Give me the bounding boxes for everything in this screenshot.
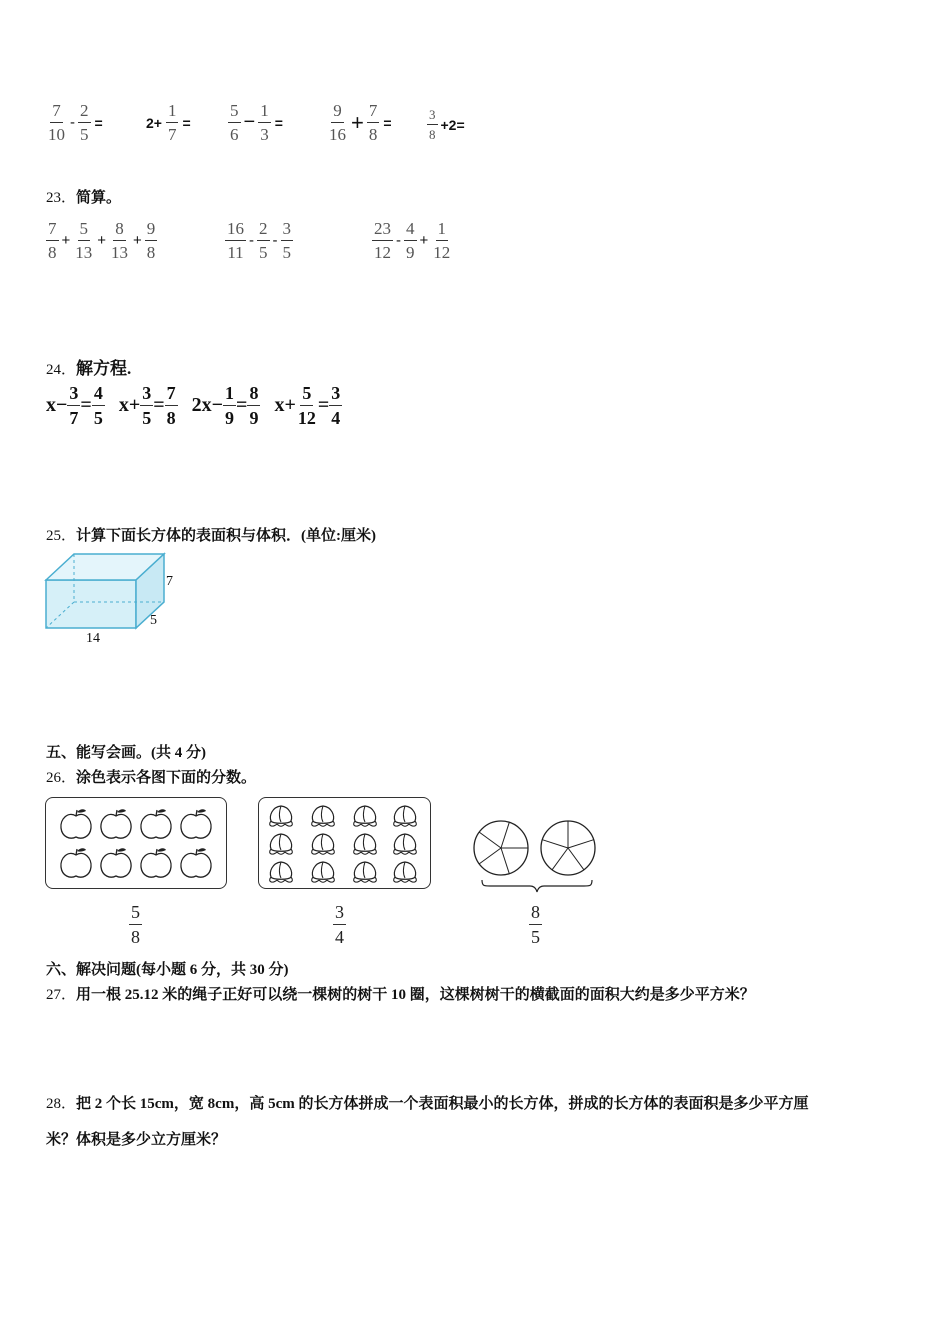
apple-icon	[181, 848, 211, 877]
peach-icon	[394, 862, 417, 882]
cuboid-figure	[40, 548, 200, 652]
expr-row1-2: 2+ $\frac{1}{7}$ =	[146, 101, 191, 144]
peach-icon	[312, 806, 335, 826]
section5-title: 五、能写会画。(共 4 分)	[46, 745, 206, 761]
q24-heading: 24．解方程.	[46, 359, 132, 378]
q23-expr-3: $\frac{23}{12}$ - $\frac{4}{9}$ + $\frac{1}{12}$	[374, 219, 451, 262]
q26-heading: 26．涂色表示各图下面的分数。	[46, 770, 257, 786]
peach-fraction: $\frac{3}{4}$	[335, 902, 344, 947]
apple-icon	[101, 809, 131, 838]
peach-icon	[354, 834, 377, 854]
apple-icon	[141, 809, 171, 838]
height-label: 7	[166, 574, 173, 589]
apple-icon	[141, 848, 171, 877]
peach-icon	[270, 806, 293, 826]
circle-group	[470, 818, 600, 894]
q28-line1: 28．把 2 个长 15cm，宽 8cm，高 5cm 的长方体拼成一个表面积最小的长方体，拼成的长方体的表面积是多少平方厘	[46, 1096, 809, 1112]
peach-grid	[259, 798, 430, 888]
peach-icon	[394, 834, 417, 854]
eq-4: x+ $\frac{5}{12}$ = $\frac{3}{4}$	[274, 383, 341, 428]
peach-icon	[394, 806, 417, 826]
expr-row1-5: $\frac{3}{8}$ +2=	[429, 107, 465, 142]
section6-title: 六、解决问题(每小题 6 分，共 30 分)	[46, 962, 289, 978]
peach-box	[258, 797, 431, 889]
peach-icon	[354, 862, 377, 882]
q23-expr-2: $\frac{16}{11}$ - $\frac{2}{5}$ - $\frac{3}{5}$	[227, 219, 291, 262]
peach-icon	[270, 862, 293, 882]
eq-1: x− $\frac{3}{7}$ = $\frac{4}{5}$	[46, 383, 103, 428]
circle-left	[474, 821, 528, 875]
expr-row1-4: $\frac{9}{16}$ + $\frac{7}{8}$ =	[329, 101, 392, 144]
peach-icon	[354, 806, 377, 826]
apple-icon	[61, 848, 91, 877]
expr-row1-3: $\frac{5}{6}$ − $\frac{1}{3}$ =	[230, 101, 283, 144]
q25-heading: 25．计算下面长方体的表面积与体积．(单位:厘米)	[46, 528, 377, 544]
apple-icon	[61, 809, 91, 838]
circle-fraction: $\frac{8}{5}$	[531, 902, 540, 947]
peach-icon	[312, 834, 335, 854]
apple-box	[45, 797, 227, 889]
length-label: 14	[86, 631, 100, 646]
cuboid-front-face	[46, 580, 136, 628]
q28-line2: 米？体积是多少立方厘米？	[46, 1132, 227, 1148]
expr-row1-1: $\frac{7}{10}$ - $\frac{2}{5}$ =	[48, 101, 103, 144]
q24-equations	[46, 384, 342, 427]
width-label: 5	[150, 613, 157, 628]
apple-fraction: $\frac{5}{8}$	[131, 902, 140, 947]
circle-right	[541, 821, 595, 875]
brace	[482, 880, 592, 892]
apple-grid	[46, 798, 226, 888]
eq-3: 2x− $\frac{1}{9}$ = $\frac{8}{9}$	[191, 383, 259, 428]
peach-icon	[270, 834, 293, 854]
q27-text: 27．用一根 25.12 米的绳子正好可以绕一棵树的树干 10 圈，这棵树树干的横截面的面积大约是多少平方米？	[46, 987, 755, 1003]
peach-icon	[312, 862, 335, 882]
apple-icon	[181, 809, 211, 838]
apple-icon	[101, 848, 131, 877]
q23-expr-1: $\frac{7}{8}$ + $\frac{5}{13}$ + $\frac{8}{13}$ + $\frac{9}{8}$	[48, 219, 156, 262]
eq-2: x+ $\frac{3}{5}$ = $\frac{7}{8}$	[118, 383, 176, 428]
q23-heading: 23．简算。	[46, 190, 122, 206]
